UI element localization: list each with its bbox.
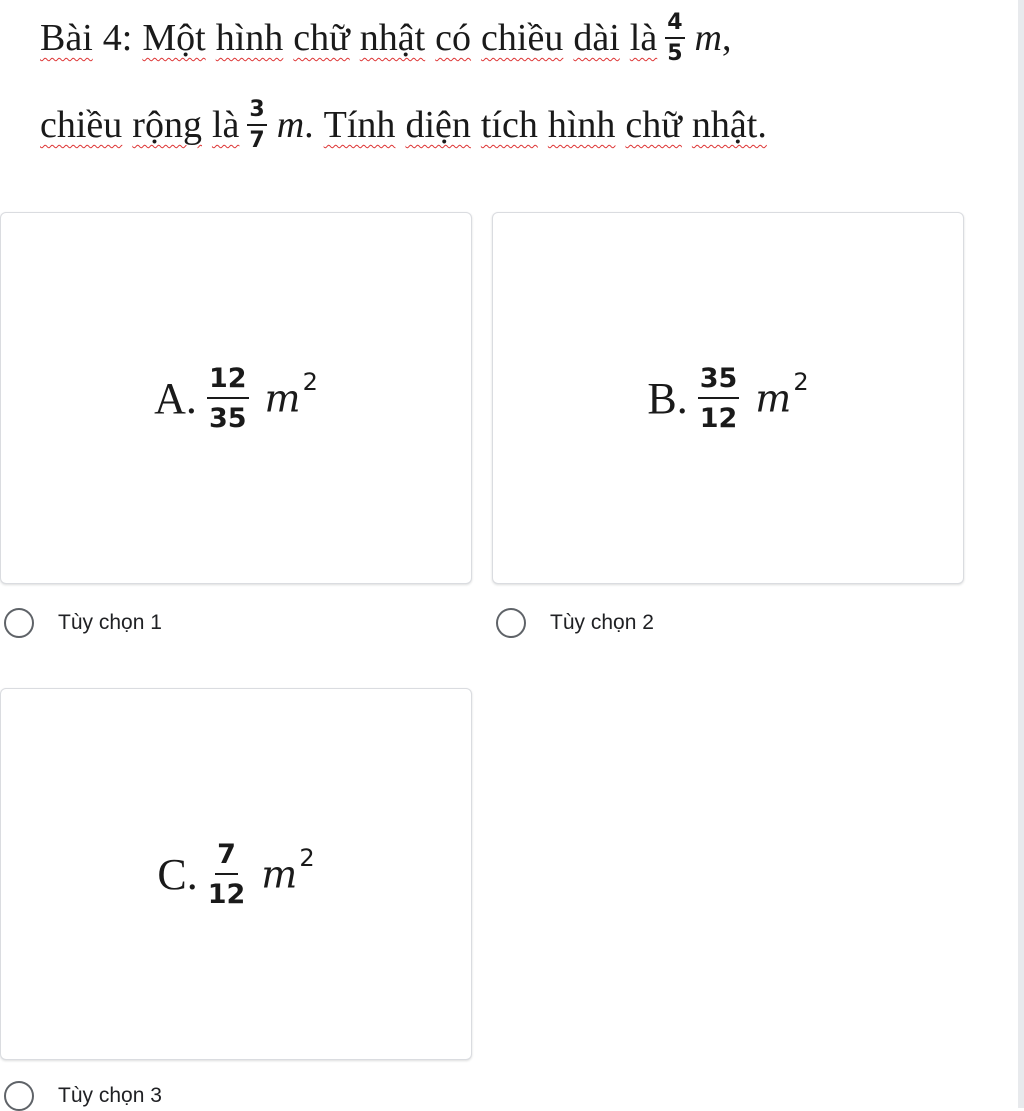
word: chiều: [481, 17, 564, 59]
fraction-denominator: 35: [208, 402, 247, 434]
word: chữ: [625, 104, 682, 146]
radio-button-icon[interactable]: [4, 608, 34, 638]
option-letter: A.: [154, 373, 197, 423]
option-letter: B.: [647, 373, 688, 423]
option-image-card-1[interactable]: [0, 212, 472, 584]
word: tích: [480, 104, 538, 146]
option-fraction: [207, 362, 249, 434]
fraction-numerator: 7: [215, 841, 238, 875]
word: nhật.: [691, 104, 767, 146]
word: hình: [215, 17, 284, 59]
word: là: [629, 17, 658, 59]
unit-exponent: 2: [793, 367, 809, 396]
word: chiều: [40, 104, 123, 146]
length-fraction: [665, 9, 684, 66]
radio-label: Tùy chọn 1: [58, 611, 162, 634]
word: có: [435, 17, 472, 59]
option-formula: [647, 362, 809, 434]
fraction-numerator: 35: [698, 365, 740, 399]
fraction-denominator: 7: [249, 127, 265, 153]
word: rộng: [132, 104, 202, 146]
word: là: [211, 104, 240, 146]
fraction-numerator: 12: [207, 365, 249, 399]
scrollbar-track[interactable]: [1018, 0, 1024, 1108]
unit: [261, 843, 315, 897]
radio-label: Tùy chọn 2: [550, 611, 654, 634]
radio-option-2[interactable]: [496, 608, 654, 638]
radio-label: Tùy chọn 3: [58, 1084, 162, 1107]
option-formula: [154, 362, 318, 434]
fraction-numerator: 4: [665, 12, 684, 39]
word: 4:: [102, 17, 133, 59]
word: Tính: [323, 104, 396, 146]
radio-option-3[interactable]: [4, 1081, 162, 1111]
option-fraction: [207, 838, 246, 910]
question-line-2: [40, 90, 767, 160]
option-image-card-2[interactable]: [492, 212, 964, 584]
radio-button-icon[interactable]: [4, 1081, 34, 1111]
unit: m: [694, 17, 722, 59]
fraction-denominator: 5: [667, 40, 683, 66]
word: Bài: [40, 17, 93, 59]
unit: [264, 367, 318, 421]
radio-option-1[interactable]: [4, 608, 162, 638]
option-formula: [157, 838, 315, 910]
option-image-card-3[interactable]: [0, 688, 472, 1060]
option-letter: C.: [157, 849, 198, 899]
question-line-1: [40, 8, 731, 68]
word: hình: [547, 104, 616, 146]
unit-exponent: 2: [299, 843, 315, 872]
unit: [755, 367, 809, 421]
word: nhật: [359, 17, 426, 59]
fraction-numerator: 3: [247, 99, 266, 126]
option-fraction: [698, 362, 740, 434]
unit-base: m: [264, 376, 301, 421]
width-fraction: [247, 96, 266, 153]
unit-base: m: [261, 852, 298, 897]
word: dài: [573, 17, 620, 59]
unit-exponent: 2: [302, 367, 318, 396]
punctuation: .: [304, 104, 314, 146]
unit-base: m: [755, 376, 792, 421]
fraction-denominator: 12: [699, 402, 738, 434]
word: diện: [405, 104, 471, 146]
unit: m: [276, 104, 305, 146]
radio-button-icon[interactable]: [496, 608, 526, 638]
word: chữ: [293, 17, 350, 59]
word: Một: [142, 17, 206, 59]
punctuation: ,: [721, 17, 732, 59]
fraction-denominator: 12: [207, 878, 246, 910]
